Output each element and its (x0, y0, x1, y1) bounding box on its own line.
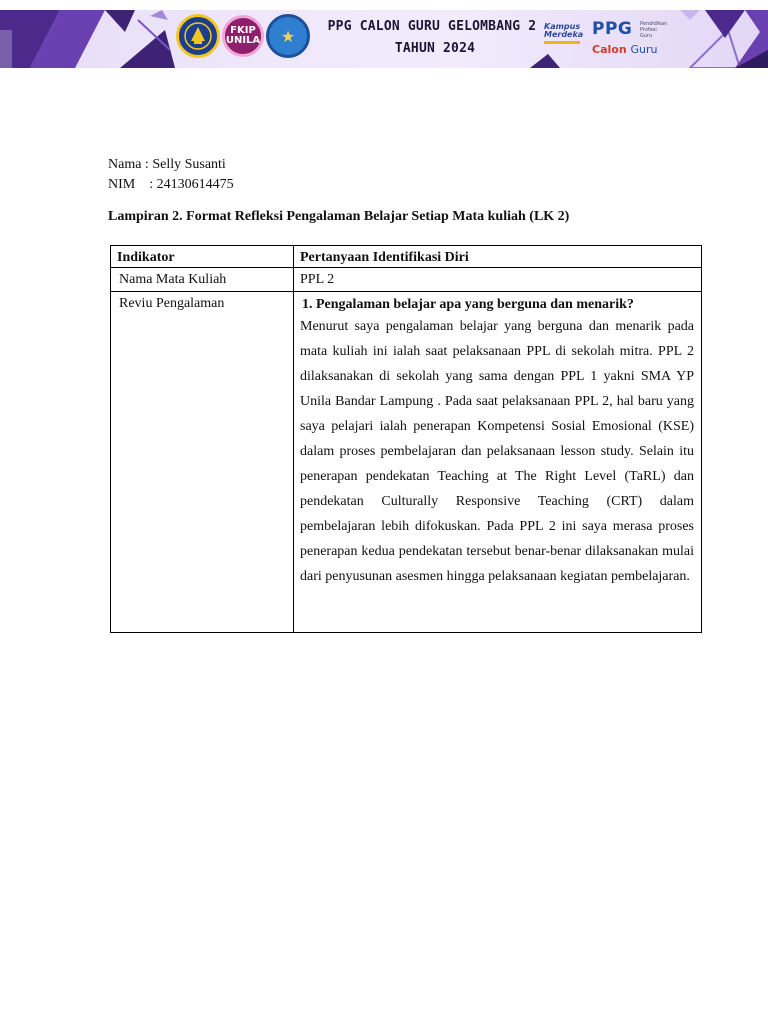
kemdikbud-logo: ★ (266, 14, 310, 58)
table-row (111, 268, 702, 292)
section-heading: Lampiran 2. Format Refleksi Pengalaman Belajar Setiap Mata kuliah (LK 2) (108, 209, 570, 224)
header-indikator: Indikator (111, 246, 294, 268)
banner-title-line1: PPG CALON GURU GELOMBANG 2 (327, 19, 537, 34)
kampus-merdeka-logo: Kampus Merdeka (544, 23, 584, 44)
question-text: 1. Pengalaman belajar apa yang berguna dan menarik? (302, 297, 634, 312)
cell-review (294, 292, 702, 633)
header-banner (0, 10, 768, 68)
table-header-row (111, 246, 702, 268)
unila-logo (176, 14, 220, 58)
student-nim: NIM : 24130614475 (108, 177, 234, 192)
banner-title-line2: TAHUN 2024 (394, 41, 476, 56)
header-pertanyaan: Pertanyaan Identifikasi Diri (294, 246, 702, 268)
answer-text: Menurut saya pengalaman belajar yang berguna dan menarik pada mata kuliah ini ialah saat pelaksanaan PPL di sekolah mitra. PPL 2 dilaksanakan di sekolah yang sama dengan PPL 1 yakni SMA YP Unila Bandar Lampung . Pada saat pelaksanaan PPL 2, hal baru yang saya pelajari ialah penerapan Kompetensi Sosial Emosional (KSE) dalam proses pembelajaran dan pelaksanaan lesson study. Selain itu penerapan pendekatan Teaching at The Right Level (TaRL) dan pendekatan Culturally Responsive Teaching (CRT) dalam pembelajaran lebih difokuskan. Pada PPL 2 ini saya merasa proses penerapan kedua pendekatan tersebut benar-benar dilaksanakan mulai dari penyusunan asesmen hingga pelaksanaan kegiatan pembelajaran. (300, 319, 694, 584)
ppg-subtitle: Pendidikan Profesi Guru (640, 21, 668, 39)
unila-emblem-icon (183, 21, 213, 51)
cell-indikator: Nama Mata Kuliah (111, 268, 294, 292)
calon-guru-label: Calon Guru (592, 43, 658, 56)
student-name: Nama : Selly Susanti (108, 157, 226, 172)
fkip-unila-logo: FKIP UNILA (222, 15, 264, 57)
ppg-logo: PPG (592, 19, 633, 39)
table-row (111, 292, 702, 633)
cell-isi: PPL 2 (294, 268, 702, 292)
cell-indikator: Reviu Pengalaman (111, 292, 294, 633)
reflection-table (110, 245, 702, 633)
